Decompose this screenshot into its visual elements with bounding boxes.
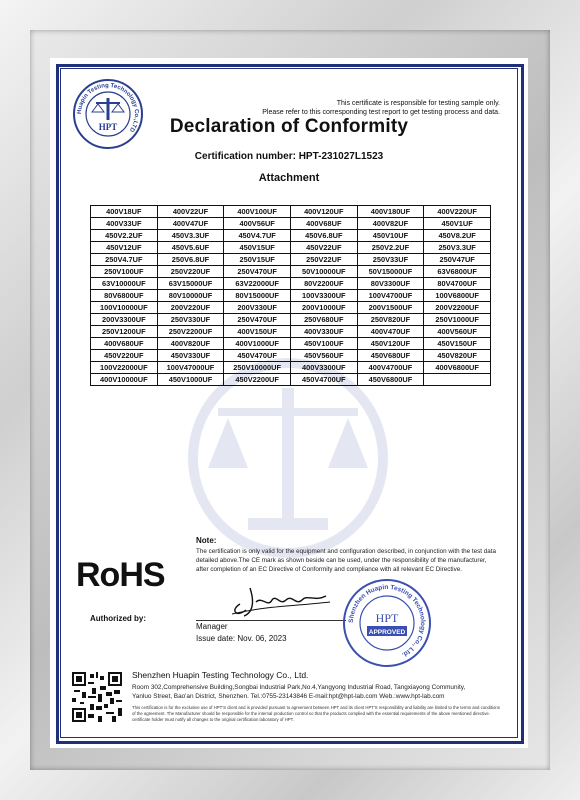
table-cell: 250V6.8UF xyxy=(157,254,224,266)
table-row xyxy=(91,290,491,302)
notice-line-2: Please refer to this corresponding test report to get testing process and data. xyxy=(262,109,500,116)
table-cell: 450V220UF xyxy=(91,350,158,362)
address-line-2: Yanluo Street, Bao'an District, Shenzhen. Tel.:0755-23143846 E-mail:hpt@hpt-lab.com Web.:www.hpt-lab.com xyxy=(132,693,445,700)
table-cell: 200V3300UF xyxy=(91,314,158,326)
table-cell: 400V18UF xyxy=(91,206,158,218)
table-cell: 200V2200UF xyxy=(424,302,491,314)
table-cell: 400V4700UF xyxy=(357,362,424,374)
table-cell: 450V8.2UF xyxy=(424,230,491,242)
table-row xyxy=(91,374,491,386)
table-cell: 450V5.6UF xyxy=(157,242,224,254)
company-name: Shenzhen Huapin Testing Technology Co., Ltd. xyxy=(132,670,309,680)
table-cell: 450V12UF xyxy=(91,242,158,254)
table-cell: 400V330UF xyxy=(290,326,357,338)
table-cell: 63V6800UF xyxy=(424,266,491,278)
table-cell: 63V22000UF xyxy=(224,278,291,290)
table-cell: 400V680UF xyxy=(91,338,158,350)
table-cell: 250V10000UF xyxy=(224,362,291,374)
table-cell: 450V6.8UF xyxy=(290,230,357,242)
table-cell: 250V680UF xyxy=(290,314,357,326)
table-row xyxy=(91,326,491,338)
signature-line xyxy=(196,620,346,621)
table-cell: 200V220UF xyxy=(157,302,224,314)
table-cell: 450V470UF xyxy=(224,350,291,362)
stamp-approved-text: APPROVED xyxy=(368,629,406,636)
table-row xyxy=(91,278,491,290)
table-cell: 400V560UF xyxy=(424,326,491,338)
table-cell: 80V2200UF xyxy=(290,278,357,290)
table-cell: 400V1000UF xyxy=(224,338,291,350)
table-cell: 80V10000UF xyxy=(157,290,224,302)
table-cell: 400V33UF xyxy=(91,218,158,230)
table-cell: 450V4700UF xyxy=(290,374,357,386)
table-cell: 250V330UF xyxy=(157,314,224,326)
table-cell: 250V47UF xyxy=(424,254,491,266)
rohs-mark: RoHS xyxy=(76,556,165,594)
notice-line-1: This certificate is responsible for testing sample only. xyxy=(336,100,500,107)
table-cell: 450V820UF xyxy=(424,350,491,362)
table-cell: 400V180UF xyxy=(357,206,424,218)
table-cell: 50V15000UF xyxy=(357,266,424,278)
table-row xyxy=(91,350,491,362)
table-row xyxy=(91,338,491,350)
table-cell: 400V3300UF xyxy=(290,362,357,374)
table-row xyxy=(91,254,491,266)
table-cell: 100V6800UF xyxy=(424,290,491,302)
table-cell: 100V10000UF xyxy=(91,302,158,314)
table-cell: 400V120UF xyxy=(290,206,357,218)
stamp-center-text: HPT xyxy=(375,611,399,625)
table-row xyxy=(91,266,491,278)
table-cell: 450V680UF xyxy=(357,350,424,362)
table-cell: 250V4.7UF xyxy=(91,254,158,266)
table-cell: 450V560UF xyxy=(290,350,357,362)
table-row xyxy=(91,302,491,314)
table-cell: 250V3.3UF xyxy=(424,242,491,254)
table-cell: 400V150UF xyxy=(224,326,291,338)
table-cell: 450V22UF xyxy=(290,242,357,254)
manager-title: Manager xyxy=(196,622,228,631)
table-cell: 450V1UF xyxy=(424,218,491,230)
table-cell: 200V1500UF xyxy=(357,302,424,314)
table-cell: 250V470UF xyxy=(224,266,291,278)
table-cell: 450V150UF xyxy=(424,338,491,350)
watermark-scale-icon xyxy=(168,358,408,558)
table-cell: 250V470UF xyxy=(224,314,291,326)
table-cell: 450V100UF xyxy=(290,338,357,350)
table-cell xyxy=(424,374,491,386)
table-cell: 80V6800UF xyxy=(91,290,158,302)
table-row xyxy=(91,230,491,242)
qr-code xyxy=(72,672,122,722)
table-cell: 250V1000UF xyxy=(424,314,491,326)
table-row xyxy=(91,314,491,326)
table-cell: 450V120UF xyxy=(357,338,424,350)
table-cell: 450V1000UF xyxy=(157,374,224,386)
table-cell: 200V330UF xyxy=(224,302,291,314)
table-cell: 450V4.7UF xyxy=(224,230,291,242)
table-cell: 450V15UF xyxy=(224,242,291,254)
table-cell: 450V3.3UF xyxy=(157,230,224,242)
approved-stamp xyxy=(342,578,432,668)
table-cell: 100V47000UF xyxy=(157,362,224,374)
table-cell: 400V82UF xyxy=(357,218,424,230)
table-cell: 450V330UF xyxy=(157,350,224,362)
table-row xyxy=(91,206,491,218)
table-cell: 400V220UF xyxy=(424,206,491,218)
table-cell: 400V56UF xyxy=(224,218,291,230)
table-cell: 250V22UF xyxy=(290,254,357,266)
table-cell: 450V6800UF xyxy=(357,374,424,386)
table-cell: 250V15UF xyxy=(224,254,291,266)
table-cell: 400V10000UF xyxy=(91,374,158,386)
footer-fine-print: This certification is for the exclusive use of HPT'S client and is provided pursuant to agreement between HPT and its client HPT'S responsibility and liability are limited to the terms and conditions of the agreement. The Manufacturer should be responsible for the internal production control so that the products complied with the essential requirements of the above mentioned directive. certificate holder must notify all changes to the original certification laboratory of HPT. xyxy=(132,705,500,722)
table-row xyxy=(91,362,491,374)
note-text: The certification is only valid for the equipment and configuration described, in conjunction with the test data detailed above.The CE mark as shown beside can be used, under the responsibility of the manufacturer, after completion of an EC Directive of Conformity and compliance with all relevant EC Directive. xyxy=(196,548,496,573)
hpt-logo xyxy=(72,78,144,150)
note-heading: Note: xyxy=(196,536,217,545)
table-cell: 400V22UF xyxy=(157,206,224,218)
table-cell: 250V33UF xyxy=(357,254,424,266)
table-cell: 250V2200UF xyxy=(157,326,224,338)
table-cell: 50V10000UF xyxy=(290,266,357,278)
table-cell: 400V470UF xyxy=(357,326,424,338)
table-cell: 63V15000UF xyxy=(157,278,224,290)
table-cell: 400V820UF xyxy=(157,338,224,350)
capacitor-spec-table xyxy=(90,205,491,386)
table-cell: 250V220UF xyxy=(157,266,224,278)
table-cell: 400V68UF xyxy=(290,218,357,230)
signature xyxy=(226,580,336,620)
certification-number: Certification number: HPT-231027L1523 xyxy=(194,151,384,162)
stamp-ring-text: Shenzhen Huapin Testing Technology Co., Ltd. xyxy=(347,583,427,659)
table-cell: 80V3300UF xyxy=(357,278,424,290)
logo-ring-text: Huapin Testing Technology Co.,LTD xyxy=(76,82,140,133)
document-title: Declaration of Conformity xyxy=(169,116,409,137)
table-cell: 400V6800UF xyxy=(424,362,491,374)
table-cell: 250V1200UF xyxy=(91,326,158,338)
table-cell: 100V3300UF xyxy=(290,290,357,302)
table-cell: 400V47UF xyxy=(157,218,224,230)
logo-center-text: HPT xyxy=(98,122,118,132)
table-cell: 450V10UF xyxy=(357,230,424,242)
authorized-by-label: Authorized by: xyxy=(90,614,146,623)
table-cell: 200V1000UF xyxy=(290,302,357,314)
table-cell: 250V2.2UF xyxy=(357,242,424,254)
table-cell: 250V100UF xyxy=(91,266,158,278)
table-cell: 400V100UF xyxy=(224,206,291,218)
attachment-heading: Attachment xyxy=(258,172,320,184)
table-cell: 80V4700UF xyxy=(424,278,491,290)
company-address xyxy=(132,683,502,701)
table-cell: 80V15000UF xyxy=(224,290,291,302)
table-cell: 100V22000UF xyxy=(91,362,158,374)
table-cell: 100V4700UF xyxy=(357,290,424,302)
issue-date: Issue date: Nov. 06, 2023 xyxy=(196,634,287,643)
table-cell: 63V10000UF xyxy=(91,278,158,290)
table-cell: 450V2.2UF xyxy=(91,230,158,242)
table-row xyxy=(91,218,491,230)
table-cell: 250V820UF xyxy=(357,314,424,326)
certificate-paper xyxy=(50,58,528,748)
table-cell: 450V2200UF xyxy=(224,374,291,386)
address-line-1: Room 302,Comprehensive Building,Songbai Industrial Park,No.4,Yangyong Industrial Road, Tangxiayong Community, xyxy=(132,684,466,691)
table-row xyxy=(91,242,491,254)
